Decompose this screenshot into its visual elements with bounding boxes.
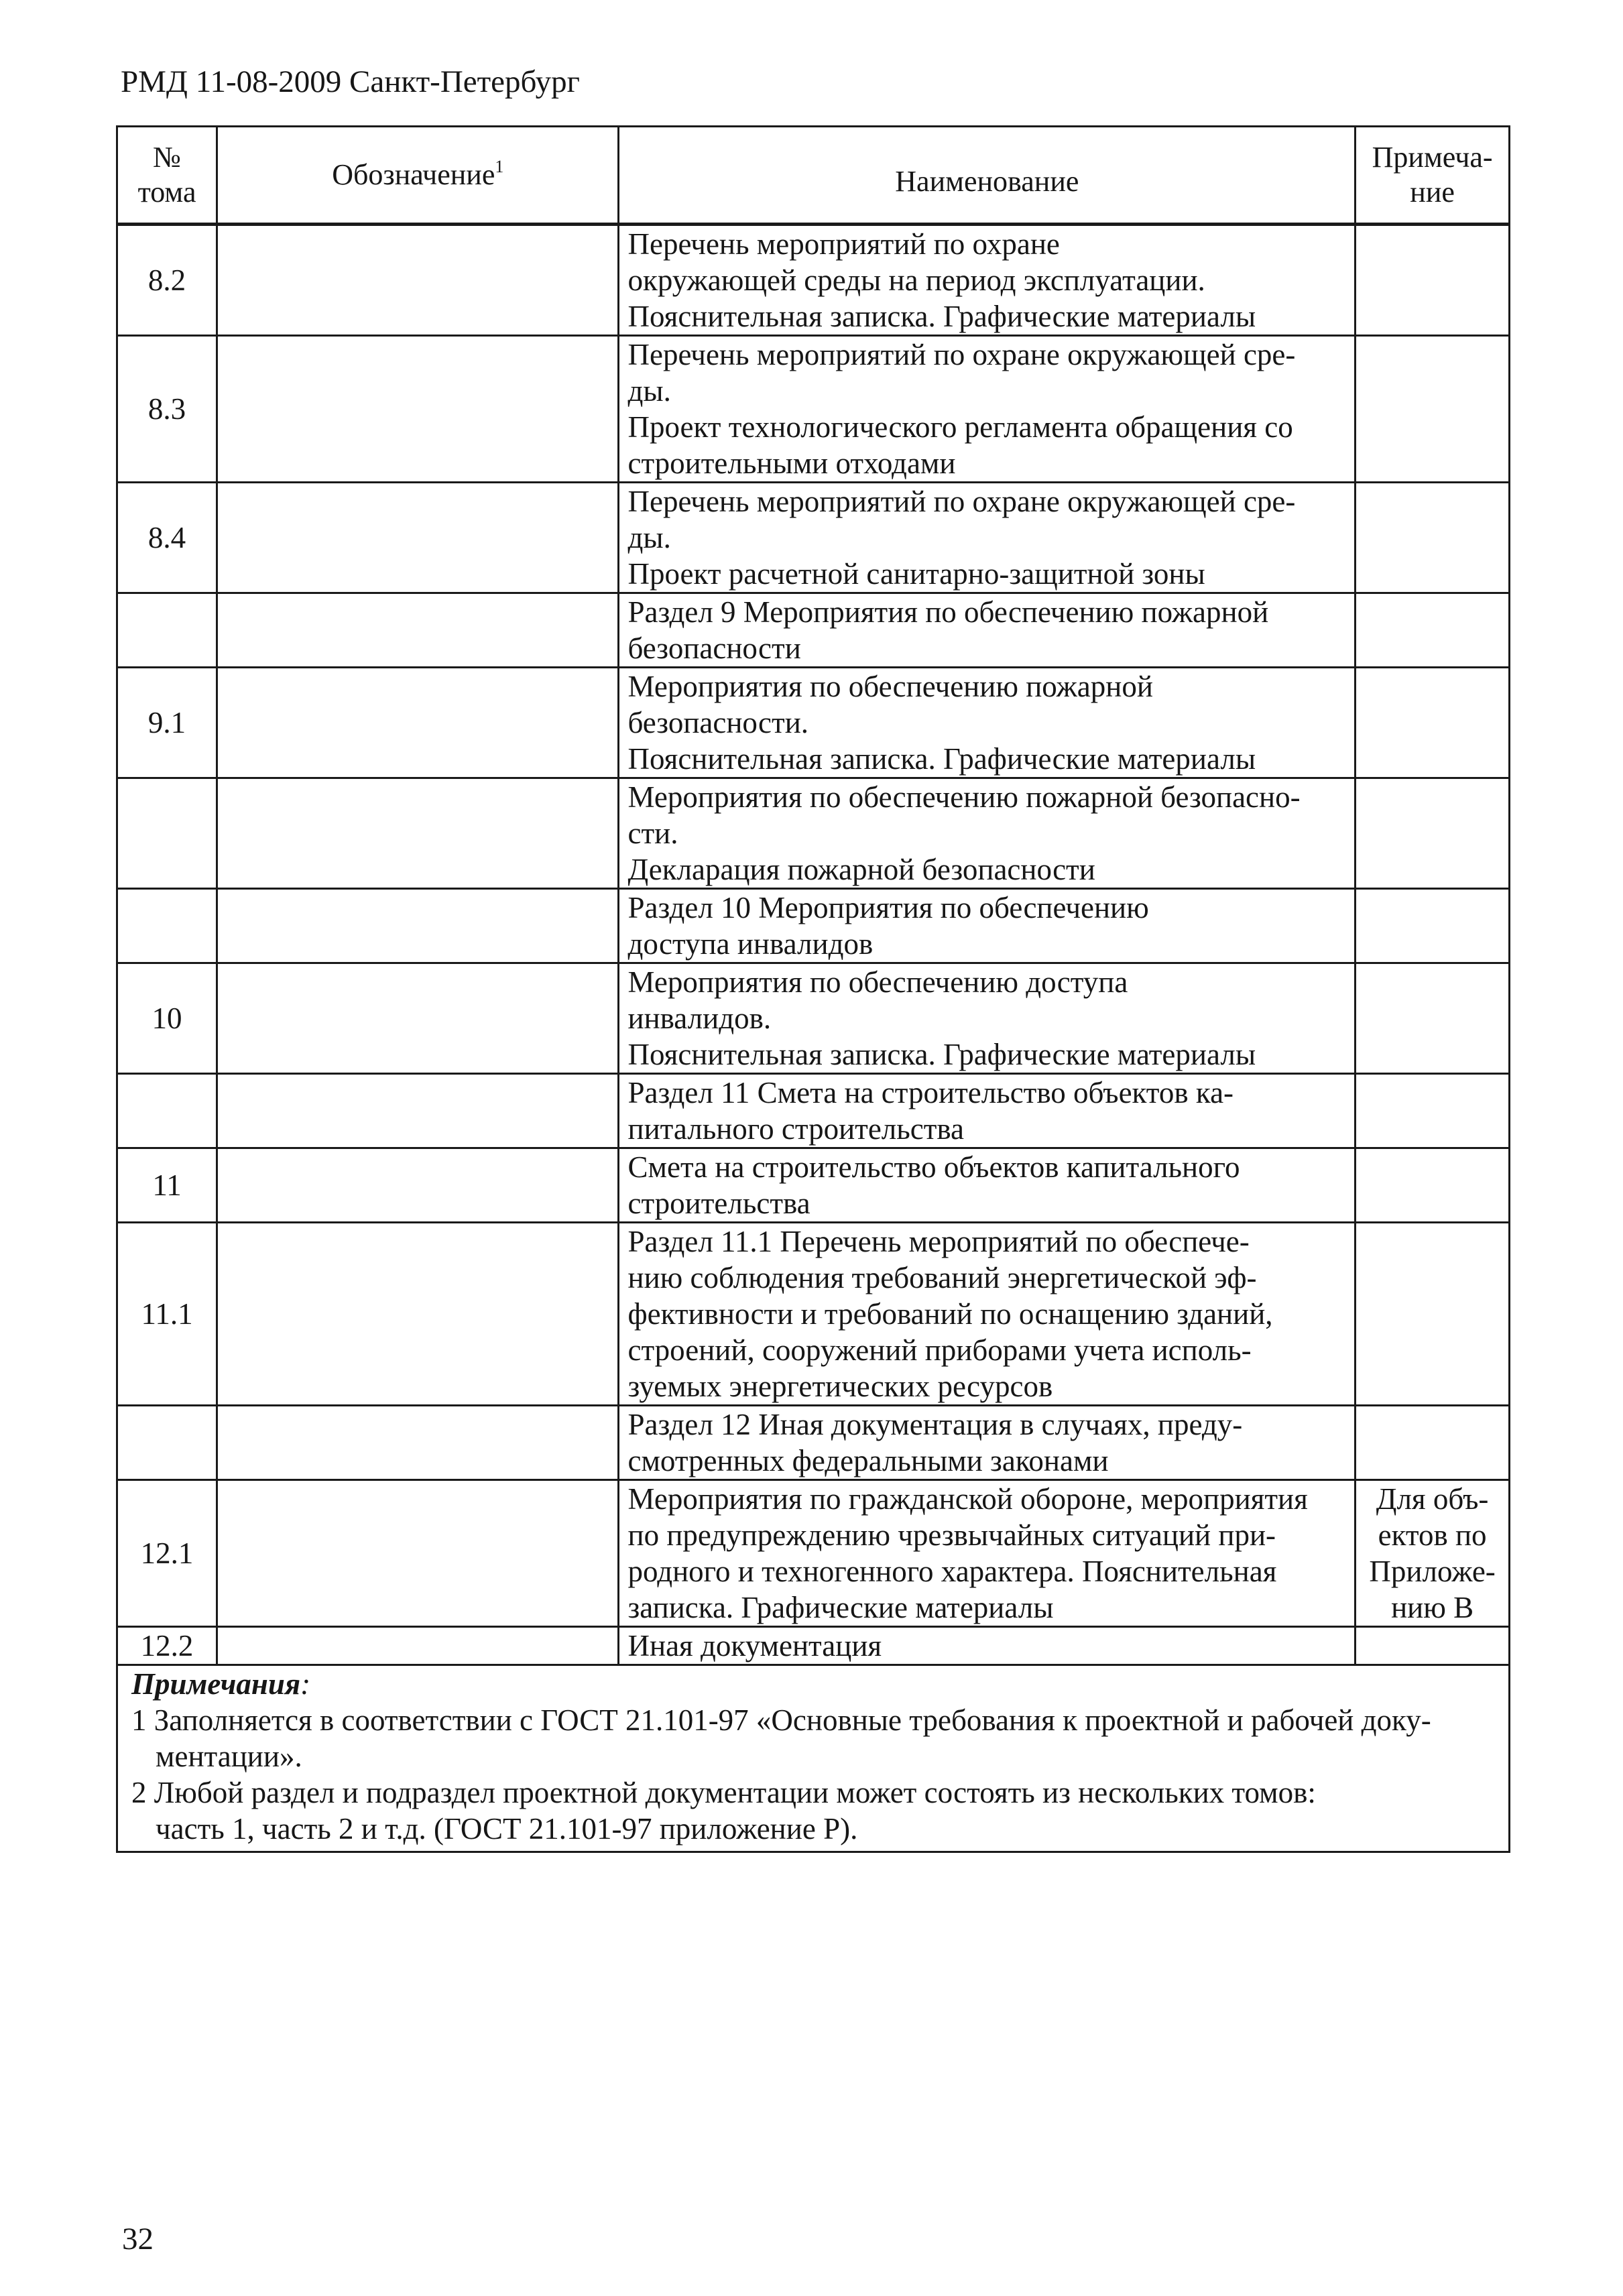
designation-cell <box>217 778 619 889</box>
name-line: строительными отходами <box>627 446 956 480</box>
name-line: родного и техногенного характера. Пояснительная <box>627 1555 1277 1588</box>
name-line: инвалидов. <box>627 1002 772 1035</box>
section-heading-cell <box>619 1223 1356 1406</box>
note-cell <box>1356 1148 1510 1223</box>
table-row <box>117 1074 1510 1148</box>
section-heading-cell <box>619 1074 1356 1148</box>
page-number: 32 <box>122 2222 154 2256</box>
name-line: смотренных федеральными законами <box>627 1444 1109 1477</box>
name-line: ды. <box>627 374 671 408</box>
name-line: Проект технологического регламента обращения со <box>627 410 1293 444</box>
name-line: Иная документация <box>627 1629 882 1663</box>
name-line: строительства <box>627 1187 810 1220</box>
section-heading-cell <box>619 889 1356 963</box>
designation-cell <box>217 336 619 483</box>
notes-title: Примечания: <box>131 1667 311 1701</box>
table-row <box>117 593 1510 668</box>
name-line: Пояснительная записка. Графические материалы <box>627 300 1256 333</box>
note-cell <box>1356 336 1510 483</box>
note-item-2: 2 Любой раздел и подраздел проектной документации может состоять из нескольких томов: часть 1, часть 2 и т.д. (ГОСТ 21.101-97 приложение Р). <box>131 1776 1316 1846</box>
name-line: питального строительства <box>627 1112 965 1146</box>
name-cell <box>619 483 1356 593</box>
designation-cell <box>217 1406 619 1480</box>
designation-cell <box>217 1627 619 1665</box>
name-line: Перечень мероприятий по охране окружающей сре- <box>627 485 1296 518</box>
name-line: окружающей среды на период эксплуатации. <box>627 263 1205 297</box>
name-cell <box>619 336 1356 483</box>
notes-row <box>117 1665 1510 1852</box>
designation-cell <box>217 1074 619 1148</box>
name-line: Пояснительная записка. Графические материалы <box>627 1038 1256 1071</box>
volume-number-cell: 11.1 <box>117 1223 217 1406</box>
name-line: фективности и требований по оснащению зданий, <box>627 1297 1273 1331</box>
volume-number-cell <box>117 593 217 668</box>
table-row <box>117 336 1510 483</box>
name-line: записка. Графические материалы <box>627 1591 1054 1624</box>
designation-cell <box>217 889 619 963</box>
volume-number-cell: 8.4 <box>117 483 217 593</box>
table-body <box>117 225 1510 1665</box>
volume-number-cell: 10 <box>117 963 217 1074</box>
name-cell <box>619 1480 1356 1627</box>
table-row <box>117 1627 1510 1665</box>
note-cell <box>1356 1074 1510 1148</box>
designation-cell <box>217 593 619 668</box>
name-cell <box>619 1627 1356 1665</box>
note-cell <box>1356 963 1510 1074</box>
name-cell <box>619 225 1356 336</box>
name-line: строений, сооружений приборами учета исполь- <box>627 1333 1252 1367</box>
designation-cell <box>217 1148 619 1223</box>
note-line: Для объ- <box>1376 1482 1489 1516</box>
designation-cell <box>217 1480 619 1627</box>
header-name: Наименование <box>619 127 1356 225</box>
name-line: Раздел 11 Смета на строительство объектов ка- <box>627 1076 1234 1109</box>
designation-cell <box>217 483 619 593</box>
volume-number-cell: 11 <box>117 1148 217 1223</box>
table-row <box>117 1406 1510 1480</box>
table-row <box>117 668 1510 778</box>
name-line: по предупреждению чрезвычайных ситуаций при- <box>627 1518 1276 1552</box>
name-line: Мероприятия по обеспечению доступа <box>627 965 1128 999</box>
running-header: РМД 11-08-2009 Санкт-Петербург <box>121 64 580 99</box>
section-heading-cell <box>619 1406 1356 1480</box>
designation-cell <box>217 963 619 1074</box>
note-cell <box>1356 778 1510 889</box>
note-cell <box>1356 225 1510 336</box>
note-line: Приложе- <box>1369 1555 1496 1588</box>
note-cell <box>1356 593 1510 668</box>
name-line: безопасности. <box>627 706 809 739</box>
name-line: Проект расчетной санитарно-защитной зоны <box>627 557 1205 591</box>
name-line: Раздел 9 Мероприятия по обеспечению пожарной <box>627 595 1269 629</box>
table-row <box>117 1148 1510 1223</box>
designation-cell <box>217 668 619 778</box>
name-line: Перечень мероприятий по охране <box>627 227 1060 261</box>
table-row <box>117 1480 1510 1627</box>
name-cell <box>619 1148 1356 1223</box>
volume-number-cell <box>117 778 217 889</box>
name-line: сти. <box>627 817 678 850</box>
name-line: Перечень мероприятий по охране окружающей сре- <box>627 338 1296 371</box>
table-row <box>117 225 1510 336</box>
volume-number-cell: 12.2 <box>117 1627 217 1665</box>
name-cell <box>619 668 1356 778</box>
name-line: Раздел 12 Иная документация в случаях, преду- <box>627 1408 1243 1441</box>
volume-number-cell <box>117 1074 217 1148</box>
name-cell <box>619 778 1356 889</box>
name-cell <box>619 963 1356 1074</box>
name-line: Мероприятия по гражданской обороне, мероприятия <box>627 1482 1308 1516</box>
table-row <box>117 483 1510 593</box>
name-line: Раздел 10 Мероприятия по обеспечению <box>627 891 1149 924</box>
header-designation: Обозначение$^1$ <box>217 127 619 225</box>
name-line: Смета на строительство объектов капитального <box>627 1150 1240 1184</box>
notes-cell <box>117 1665 1510 1852</box>
note-line: нию В <box>1391 1591 1474 1624</box>
name-line: Пояснительная записка. Графические материалы <box>627 742 1256 776</box>
volume-number-cell: 8.2 <box>117 225 217 336</box>
table-row <box>117 963 1510 1074</box>
section-heading-cell <box>619 593 1356 668</box>
table-header-row <box>117 127 1510 225</box>
volume-number-cell <box>117 1406 217 1480</box>
volume-number-cell: 8.3 <box>117 336 217 483</box>
name-line: зуемых энергетических ресурсов <box>627 1370 1053 1403</box>
table-row <box>117 889 1510 963</box>
note-cell <box>1356 1627 1510 1665</box>
name-line: Мероприятия по обеспечению пожарной <box>627 670 1153 703</box>
name-line: ды. <box>627 521 671 554</box>
volume-number-cell: 12.1 <box>117 1480 217 1627</box>
volume-number-cell <box>117 889 217 963</box>
volume-number-cell: 9.1 <box>117 668 217 778</box>
name-line: Раздел 11.1 Перечень мероприятий по обеспече- <box>627 1225 1250 1258</box>
note-cell <box>1356 889 1510 963</box>
note-cell <box>1356 668 1510 778</box>
table-row <box>117 778 1510 889</box>
name-line: доступа инвалидов <box>627 927 874 961</box>
note-cell <box>1356 483 1510 593</box>
note-line: ектов по <box>1378 1518 1487 1552</box>
note-cell <box>1356 1480 1510 1627</box>
designation-cell <box>217 225 619 336</box>
note-item-1: 1 Заполняется в соответствии с ГОСТ 21.101-97 «Основные требования к проектной и рабочей доку- ментации». <box>131 1703 1431 1773</box>
designation-cell <box>217 1223 619 1406</box>
name-line: Мероприятия по обеспечению пожарной безопасно- <box>627 780 1301 814</box>
header-volume-number: № тома <box>117 127 217 225</box>
table-row <box>117 1223 1510 1406</box>
name-line: безопасности <box>627 631 801 665</box>
note-cell <box>1356 1406 1510 1480</box>
header-note: Примеча- ние <box>1356 127 1510 225</box>
note-cell <box>1356 1223 1510 1406</box>
documentation-table <box>116 125 1510 1853</box>
name-line: нию соблюдения требований энергетической эф- <box>627 1261 1257 1294</box>
name-line: Декларация пожарной безопасности <box>627 853 1095 886</box>
